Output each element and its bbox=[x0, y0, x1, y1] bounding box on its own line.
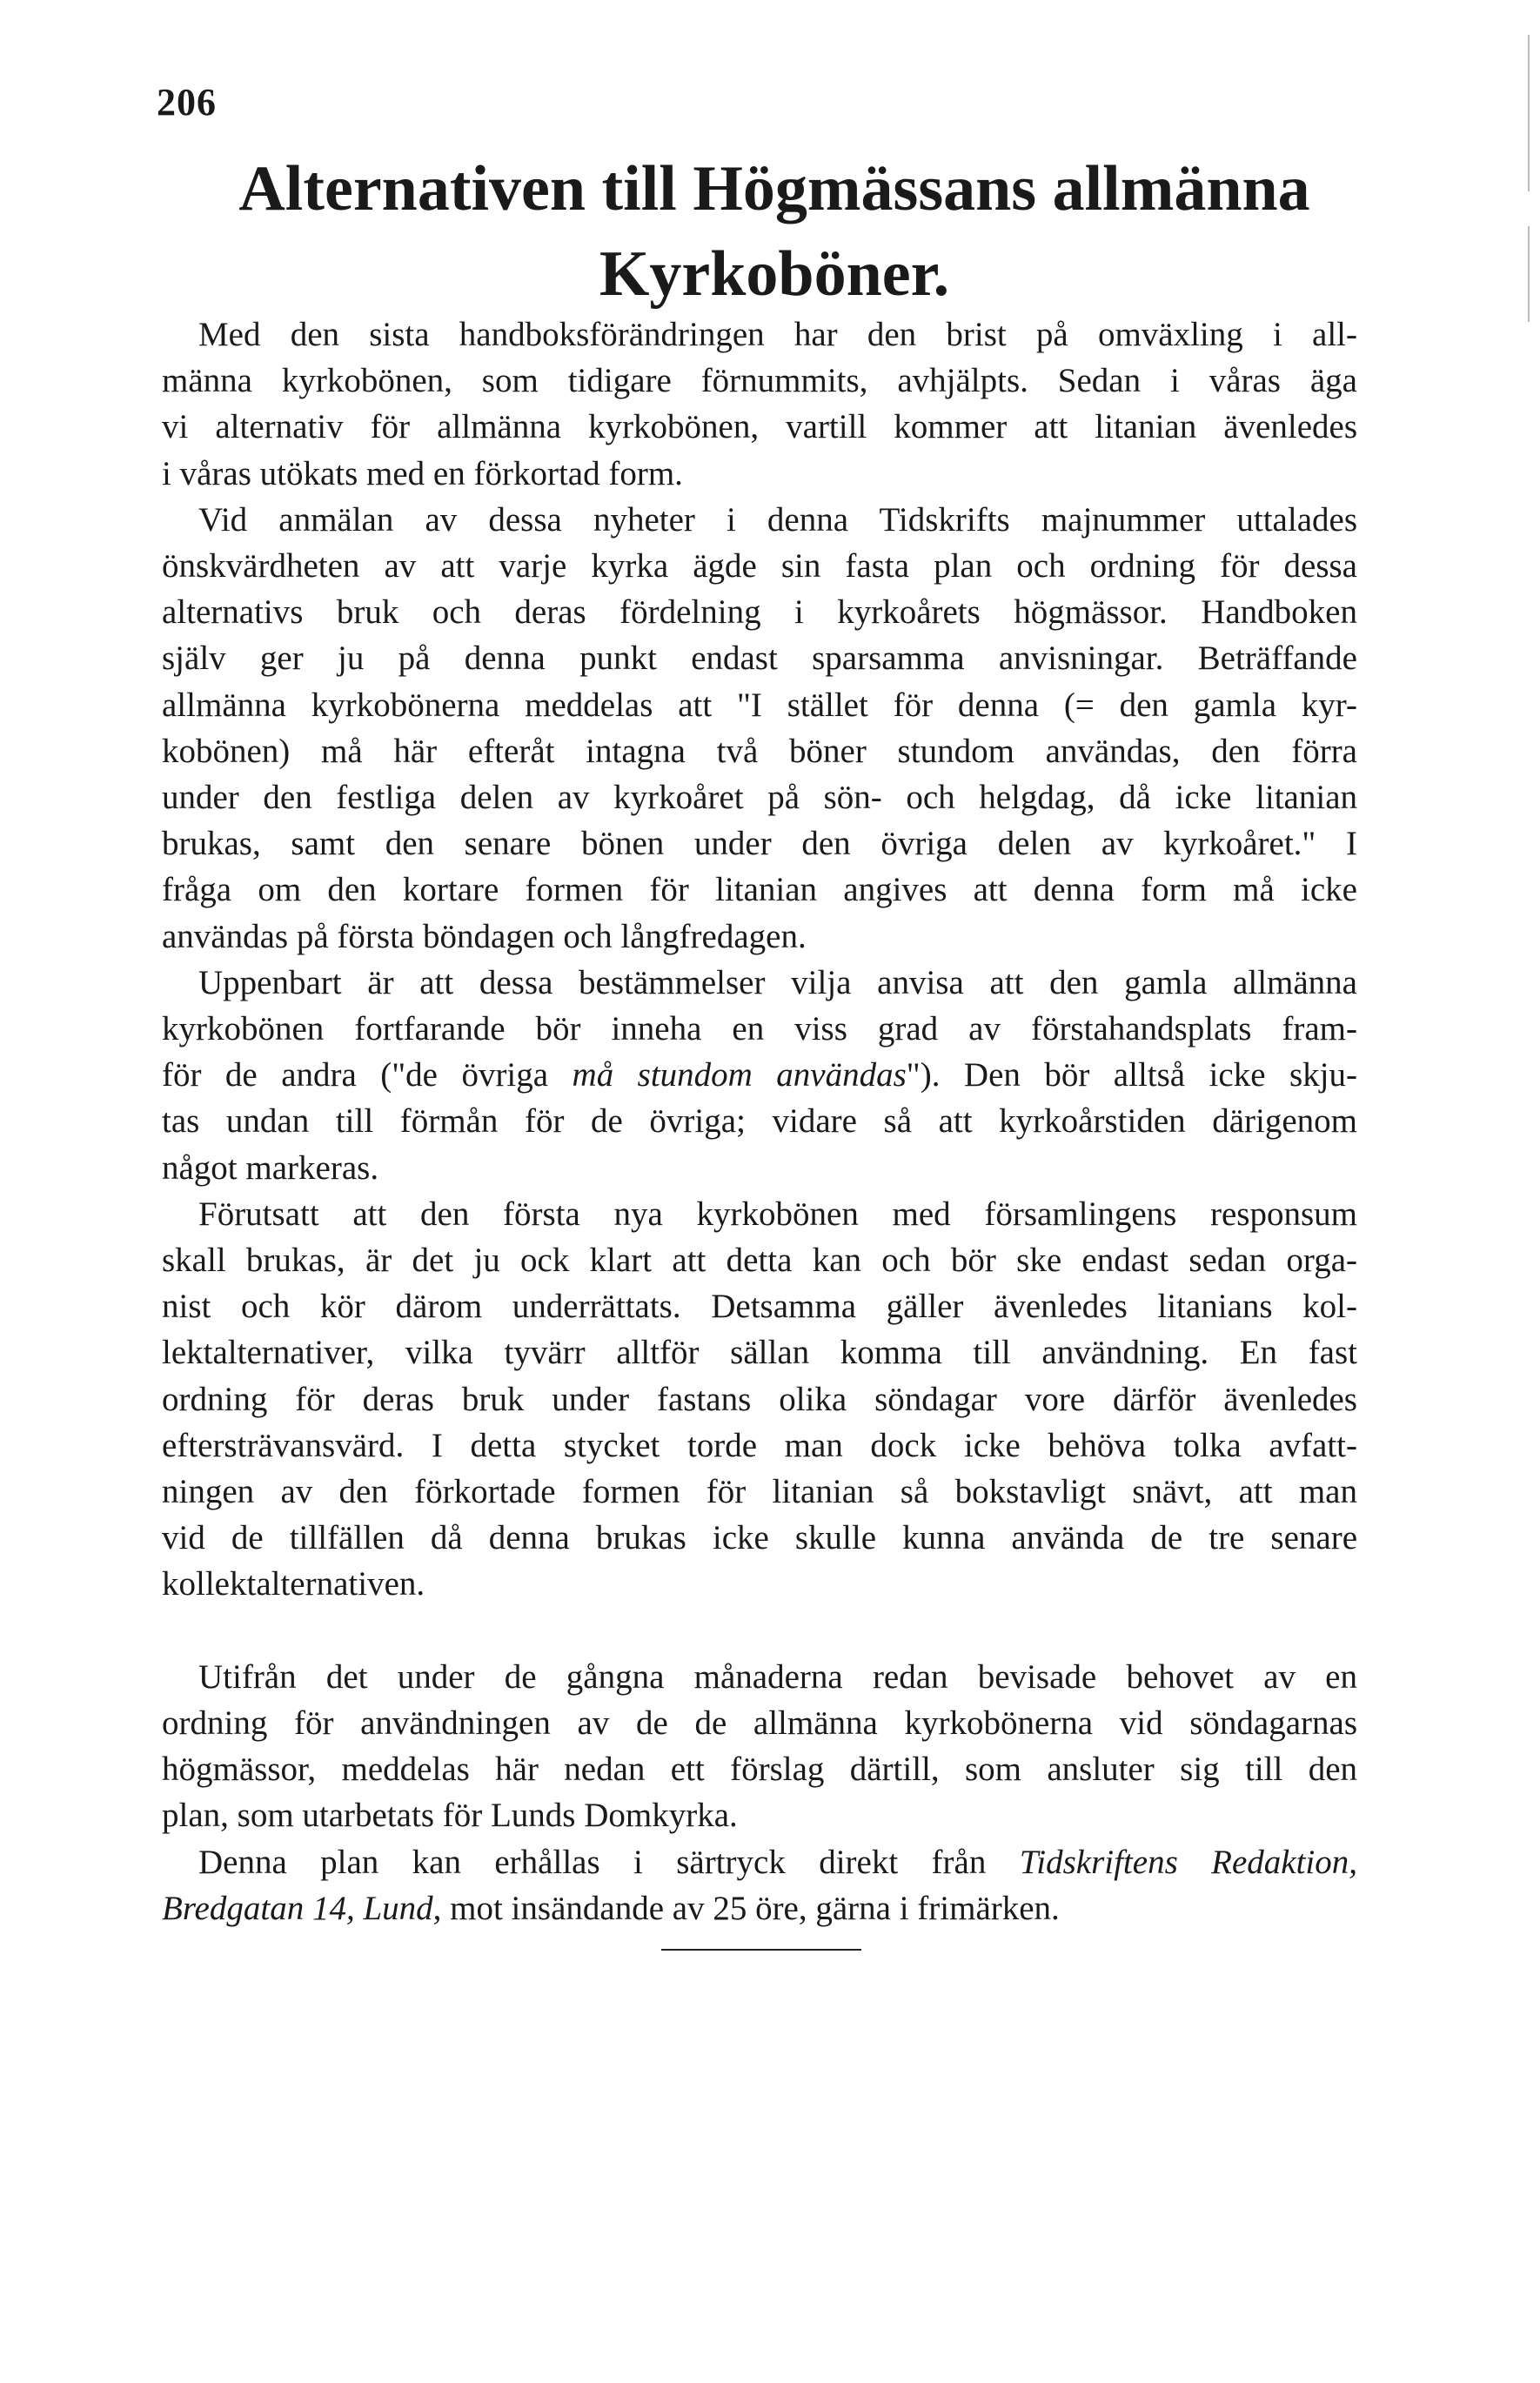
text-line: vi alternativ för allmänna kyrkobönen, vartill kommer att litanian ävenledes bbox=[162, 408, 1357, 446]
text-line: allmänna kyrkobönerna meddelas att "I stället för denna (= den gamla kyr- bbox=[162, 686, 1357, 724]
paragraph-3 bbox=[162, 960, 1357, 1191]
text-line: Med den sista handboksförändringen har den brist på omväxling i all- bbox=[198, 316, 1357, 353]
text-line: Vid anmälan av dessa nyheter i denna Tidskrifts majnummer uttalades bbox=[198, 500, 1357, 539]
text-line: Utifrån det under de gångna månaderna redan bevisade behovet av en bbox=[198, 1657, 1357, 1696]
section-gap bbox=[162, 1608, 1357, 1654]
text-line: ningen av den förkortade formen för litanian så bokstavligt snävt, att man bbox=[162, 1473, 1357, 1511]
text-line: kobönen) må här efteråt intagna två böner stundom användas, den förra bbox=[162, 732, 1357, 770]
text-line: brukas, samt den senare bönen under den övriga delen av kyrkoåret." I bbox=[162, 825, 1357, 863]
article-body bbox=[162, 311, 1357, 1931]
text-line: själv ger ju på denna punkt endast sparsamma anvisningar. Beträffande bbox=[162, 639, 1357, 678]
text-line: lektalternativer, vilka tyvärr alltför sällan komma till användning. En fast bbox=[162, 1334, 1357, 1372]
text-segment: Denna plan kan erhållas i särtryck direkt från bbox=[198, 1843, 1020, 1881]
text-line: alternativs bruk och deras fördelning i kyrkoårets högmässor. Handboken bbox=[162, 593, 1357, 632]
text-line: Förutsatt att den första nya kyrkobönen med församlingens responsum bbox=[198, 1195, 1357, 1233]
text-line-with-italic bbox=[162, 1885, 1357, 1931]
text-line: något markeras. bbox=[162, 1148, 379, 1187]
text-line: i våras utökats med en förkortad form. bbox=[162, 454, 683, 492]
title-line-2: Kyrkoböner. bbox=[599, 238, 950, 310]
text-line: fråga om den kortare formen för litanian angives att denna form må icke bbox=[162, 871, 1357, 909]
text-line: männa kyrkobönen, som tidigare förnummits, avhjälpts. Sedan i våras äga bbox=[162, 362, 1357, 400]
text-segment: för de andra ("de övriga bbox=[162, 1056, 572, 1094]
closing-rule bbox=[661, 1949, 861, 1951]
text-segment: mot insändande av 25 öre, gärna i frimärken. bbox=[441, 1889, 1060, 1927]
text-line: ordning för deras bruk under fastans olika söndagar vore därför ävenledes bbox=[162, 1380, 1357, 1418]
italic-phrase: Tidskriftens Redaktion, bbox=[1019, 1843, 1357, 1881]
paragraph-6 bbox=[162, 1839, 1357, 1931]
paragraph-1 bbox=[162, 311, 1357, 497]
text-line: under den festliga delen av kyrkoåret på sön- och helgdag, då icke litanian bbox=[162, 779, 1357, 817]
paragraph-5 bbox=[162, 1654, 1357, 1839]
text-segment: "). Den bör alltså icke skju- bbox=[906, 1056, 1357, 1094]
page-number: 206 bbox=[157, 81, 217, 124]
text-line-with-italic bbox=[162, 1839, 1357, 1885]
text-line-with-italic bbox=[162, 1052, 1357, 1098]
italic-phrase: må stundom användas bbox=[572, 1056, 907, 1094]
article-title bbox=[157, 146, 1392, 317]
text-line: högmässor, meddelas här nedan ett förslag därtill, som ansluter sig till den bbox=[162, 1750, 1357, 1789]
italic-phrase: Bredgatan 14, Lund, bbox=[162, 1889, 442, 1927]
text-line: skall brukas, är det ju ock klart att detta kan och bör ske endast sedan orga- bbox=[162, 1242, 1357, 1280]
scan-edge-mark bbox=[1528, 35, 1530, 191]
text-line: vid de tillfällen då denna brukas icke skulle kunna använda de tre senare bbox=[162, 1519, 1357, 1557]
paragraph-2 bbox=[162, 497, 1357, 960]
text-line: Uppenbart är att dessa bestämmelser vilja anvisa att den gamla allmänna bbox=[198, 963, 1357, 1001]
text-line: kollektalternativen. bbox=[162, 1565, 425, 1603]
paragraph-4 bbox=[162, 1191, 1357, 1608]
scan-edge-mark bbox=[1528, 226, 1530, 322]
text-line: önskvärdheten av att varje kyrka ägde sin fasta plan och ordning för dessa bbox=[162, 547, 1357, 586]
text-line: tas undan till förmån för de övriga; vidare så att kyrkoårstiden därigenom bbox=[162, 1102, 1357, 1141]
title-line-1: Alternativen till Högmässans allmänna bbox=[238, 153, 1310, 224]
text-line: eftersträvansvärd. I detta stycket torde man dock icke behöva tolka avfatt- bbox=[162, 1426, 1357, 1464]
text-line: kyrkobönen fortfarande bör inneha en viss grad av förstahandsplats fram- bbox=[162, 1010, 1357, 1048]
text-line: användas på första böndagen och långfredagen. bbox=[162, 917, 807, 955]
text-line: ordning för användningen av de de allmänna kyrkobönerna vid söndagarnas bbox=[162, 1704, 1357, 1742]
text-line: nist och kör därom underrättats. Detsamma gäller ävenledes litanians kol- bbox=[162, 1288, 1357, 1326]
text-line: plan, som utarbetats för Lunds Domkyrka. bbox=[162, 1797, 738, 1835]
